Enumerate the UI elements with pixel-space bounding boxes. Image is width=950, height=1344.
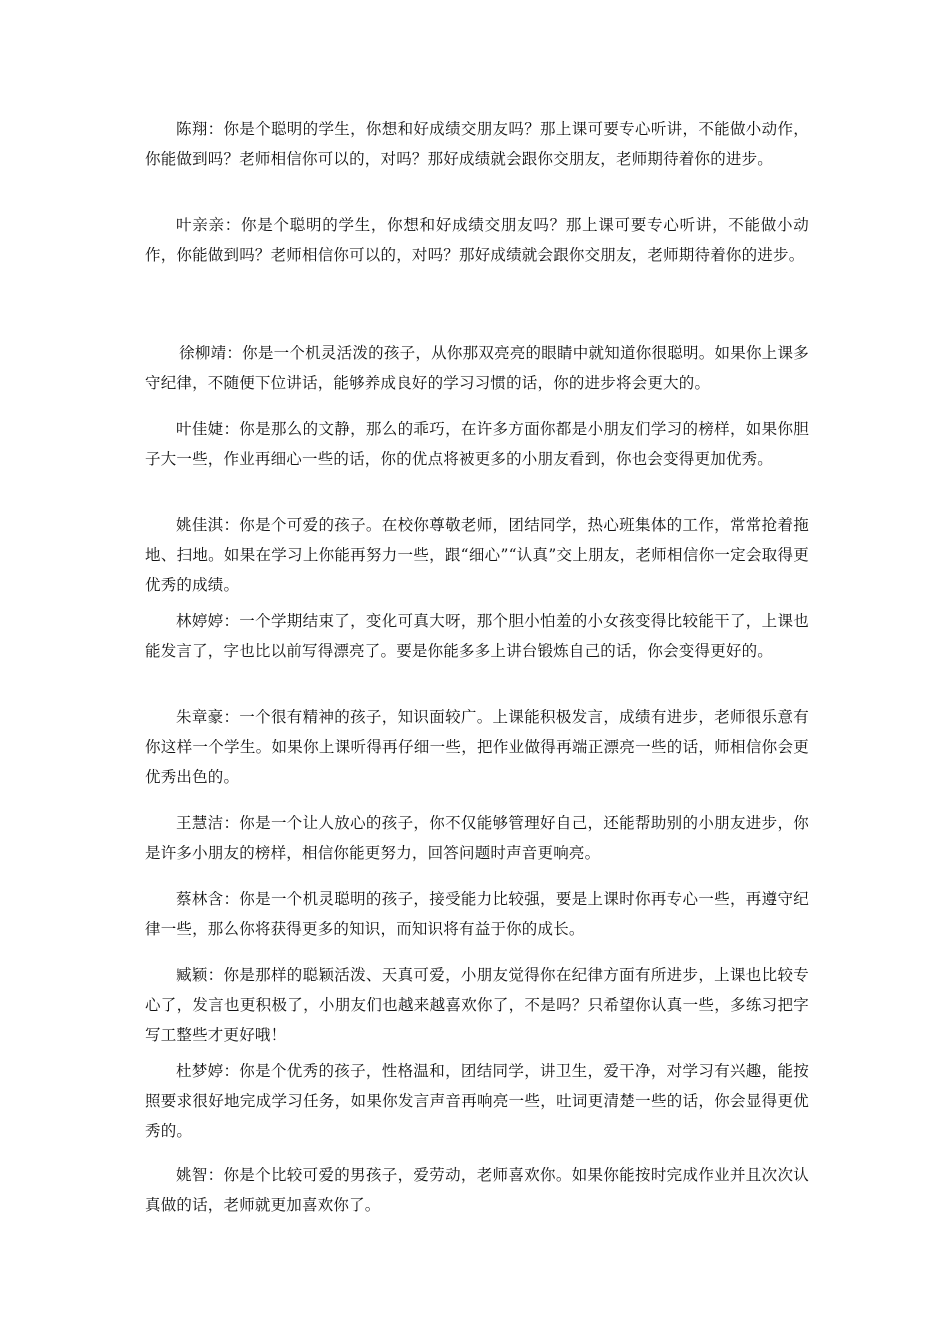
comment-paragraph: 姚智：你是个比较可爱的男孩子，爱劳动，老师喜欢你。如果你能按时完成作业并且次次认真做的话，老师就更加喜欢你了。 — [145, 1166, 809, 1214]
comment-paragraph: 徐柳靖：你是一个机灵活泼的孩子，从你那双亮亮的眼睛中就知道你很聪明。如果你上课多守纪律，不随便下位讲话，能够养成良好的学习习惯的话，你的进步将会更大的。 — [145, 344, 809, 392]
comment-paragraph: 林婷婷：一个学期结束了，变化可真大呀，那个胆小怕羞的小女孩变得比较能干了，上课也能发言了，字也比以前写得漂亮了。要是你能多多上讲台锻炼自己的话，你会变得更好的。 — [145, 612, 809, 660]
comment-paragraph: 蔡林含：你是一个机灵聪明的孩子，接受能力比较强，要是上课时你再专心一些，再遵守纪律一些，那么你将获得更多的知识，而知识将有益于你的成长。 — [145, 890, 809, 938]
comment-paragraph: 杜梦婷：你是个优秀的孩子，性格温和，团结同学，讲卫生，爱干净，对学习有兴趣，能按照要求很好地完成学习任务，如果你发言声音再响亮一些，吐词更清楚一些的话，你会显得更优秀的。 — [145, 1062, 809, 1140]
comment-paragraph: 王慧洁：你是一个让人放心的孩子，你不仅能够管理好自己，还能帮助别的小朋友进步，你是许多小朋友的榜样，相信你能更努力，回答问题时声音更响亮。 — [145, 814, 809, 862]
comment-paragraph: 朱章豪：一个很有精神的孩子，知识面较广。上课能积极发言，成绩有进步，老师很乐意有你这样一个学生。如果你上课听得再仔细一些，把作业做得再端正漂亮一些的话，师相信你会更优秀出色的。 — [145, 708, 809, 786]
comment-paragraph: 陈翔：你是个聪明的学生，你想和好成绩交朋友吗？那上课可要专心听讲，不能做小动作，你能做到吗？老师相信你可以的，对吗？那好成绩就会跟你交朋友，老师期待着你的进步。 — [145, 120, 809, 168]
comment-paragraph: 叶亲亲：你是个聪明的学生，你想和好成绩交朋友吗？那上课可要专心听讲，不能做小动作，你能做到吗？老师相信你可以的，对吗？那好成绩就会跟你交朋友，老师期待着你的进步。 — [145, 216, 809, 264]
comment-paragraph: 叶佳婕：你是那么的文静，那么的乖巧，在许多方面你都是小朋友们学习的榜样，如果你胆子大一些，作业再细心一些的话，你的优点将被更多的小朋友看到，你也会变得更加优秀。 — [145, 420, 809, 468]
comment-paragraph: 臧颖：你是那样的聪颖活泼、天真可爱，小朋友觉得你在纪律方面有所进步，上课也比较专心了，发言也更积极了，小朋友们也越来越喜欢你了，不是吗？只希望你认真一些，多练习把字写工整些才更好哦！ — [145, 966, 809, 1044]
comment-paragraph: 姚佳淇：你是个可爱的孩子。在校你尊敬老师，团结同学，热心班集体的工作，常常抢着拖地、扫地。如果在学习上你能再努力一些，跟“细心”“认真”交上朋友，老师相信你一定会取得更优秀的成绩。 — [145, 516, 809, 594]
